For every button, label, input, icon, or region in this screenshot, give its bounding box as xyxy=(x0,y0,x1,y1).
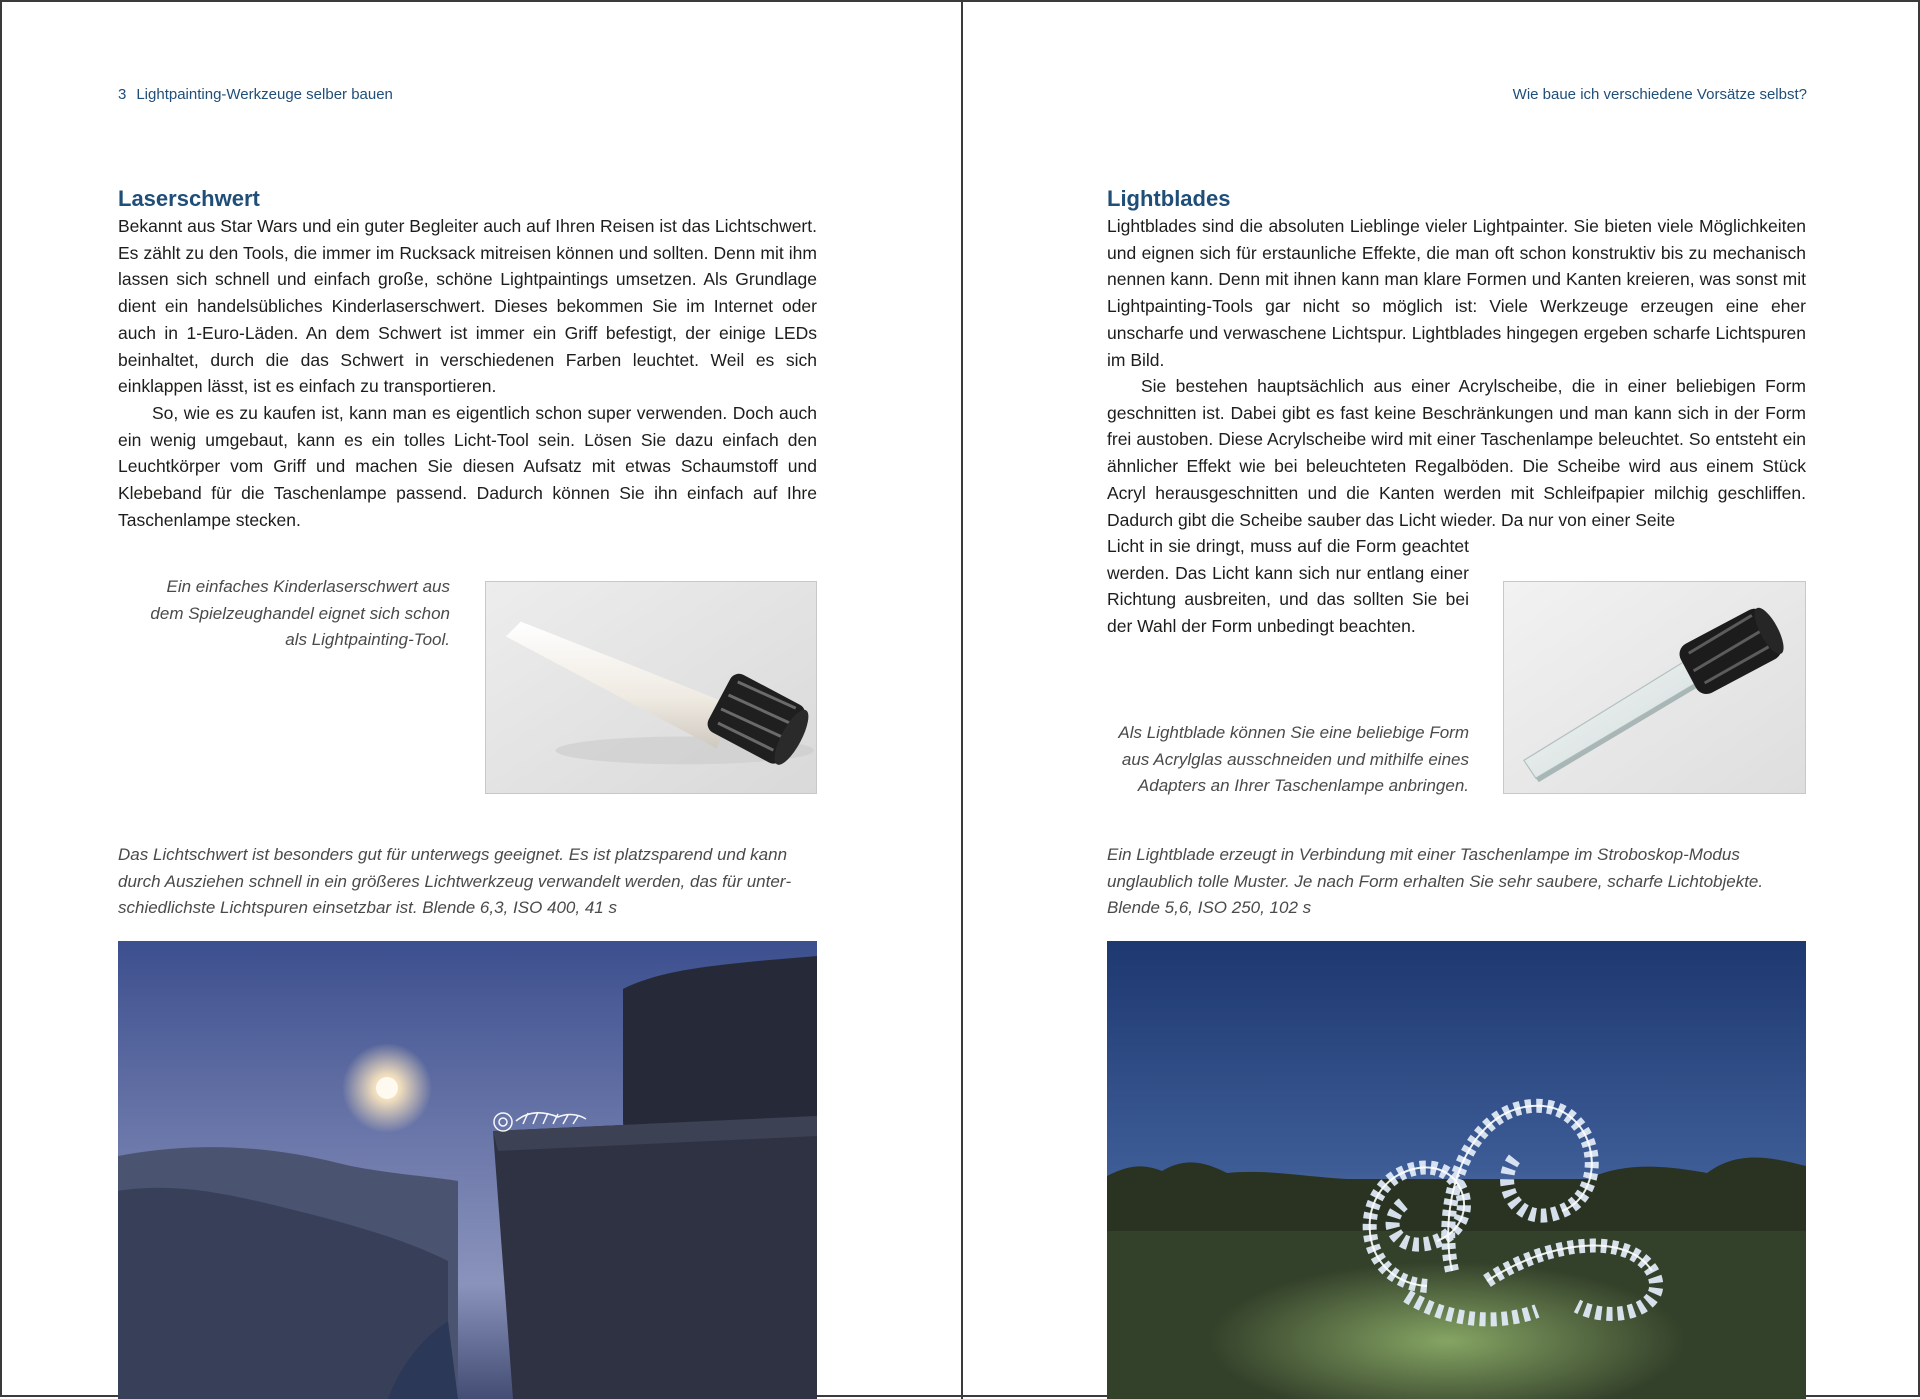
lightblade-loops-illustration xyxy=(1107,941,1806,1399)
cliff-moon-illustration xyxy=(118,941,817,1399)
right-paragraph-2: Sie bestehen hauptsächlich aus einer Acrylscheibe, die in einer beliebigen Form geschnitten ist. Dabei gibt es fast keine Beschränkungen und man kann sich in der Form frei austoben. Diese Acrylscheibe wird mit einer Taschenlampe beleuchtet. So entsteht ein ähnlicher Effekt wie bei beleuchteten Regalböden. Die Scheibe wird aus einem Stück Acryl herausgeschnitten und die Kanten werden mit Schleifpapier milchig geschliffen. Dadurch gibt die Scheibe sauber das Licht wieder. Da nur von einer Seite xyxy=(1107,376,1806,530)
cliff-moon-lightpainting-photo xyxy=(118,941,817,1399)
right-paragraph-2-continued: Licht in sie dringt, muss auf die Form geachtet werden. Das Licht kann sich nur entlang einer Richtung ausbreiten, und das sollten Sie bei der Wahl der Form unbedingt beachten. xyxy=(1107,536,1469,637)
lightblade-acrylic-illustration xyxy=(1504,582,1805,793)
chapter-title: Lightpainting-Werkzeuge selber bauen xyxy=(136,86,393,103)
lightblade-stroboscope-photo xyxy=(1107,941,1806,1399)
lightblade-photo-caption: Als Lightblade können Sie eine beliebige Form aus Acrylglas ausschneiden und mithilfe eines Adapters an Ihrer Taschenlampe anbringen. xyxy=(1118,723,1469,795)
section-title-laserschwert: Laserschwert xyxy=(118,186,260,211)
right-running-head: Wie baue ich verschiedene Vorsätze selbst? xyxy=(1512,86,1807,103)
left-paragraph-1: Bekannt aus Star Wars und ein guter Begleiter auch auf Ihren Reisen ist das Lichtschwert. Es zählt zu den Tools, die immer im Rucksack mitreisen können und sollten. Denn mit ihm lassen sich schnell und einfach große, schöne Lightpaintings umsetzen. Als Grundlage dient ein handelsübliches Kinderlaserschwert. Dieses bekommen Sie im Internet oder auch in 1-Euro-Läden. An dem Schwert ist immer ein Griff befestigt, der einige LEDs beinhaltet, durch die das Schwert in verschiedenen Farben leuchtet. Weil es sich einklappen lässt, ist es einfach zu transportieren. xyxy=(118,216,817,397)
right-big-photo-caption: Ein Lightblade erzeugt in Verbindung mit einer Taschenlampe im Stroboskop-Modus unglaublich tolle Muster. Je nach Form erhalten Sie sehr saubere, scharfe Lichtobjekte. Blende 5,6, ISO 250, 102 s xyxy=(1107,845,1764,917)
right-paragraph-1: Lightblades sind die absoluten Lieblinge vieler Lightpainter. Sie bieten viele Möglichkeiten und eignen sich für erstaunliche Effekte, die man oft schon konstruktiv bis zu mechanisch nennen kann. Denn mit ihnen kann man klare Formen und Kanten kreieren, was sonst mit Lightpainting-Tools gar nicht so möglich ist: Viele Werkzeuge erzeugen eine eher unscharfe und verwaschene Lichtspur. Lightblades hingegen ergeben scharfe Lichtspuren im Bild. xyxy=(1107,216,1806,370)
left-page xyxy=(2,2,961,1399)
left-paragraph-2: So, wie es zu kaufen ist, kann man es eigentlich schon super verwenden. Doch auch ein wenig umgebaut, kann es ein tolles Licht-Tool sein. Lösen Sie dazu einfach den Leuchtkörper vom Griff und machen Sie diesen Aufsatz mit etwas Schaumstoff und Klebeband für die Taschenlampe passend. Dadurch können Sie ihn einfach auf Ihre Taschenlampe stecken. xyxy=(118,403,817,530)
toy-lightsaber-illustration xyxy=(486,582,816,793)
left-running-head xyxy=(118,86,393,103)
chapter-number: 3 xyxy=(118,86,127,103)
lightblade-acrylic-photo xyxy=(1503,581,1806,794)
right-page xyxy=(963,2,1920,1399)
lightsaber-photo-caption: Ein einfaches Kinderlaserschwert aus dem Spielzeughandel eignet sich schon als Lightpainting-Tool. xyxy=(150,577,450,649)
toy-lightsaber-photo xyxy=(485,581,817,794)
section-title-lightblades: Lightblades xyxy=(1107,186,1231,211)
left-big-photo-caption: Das Lichtschwert ist besonders gut für unterwegs geeignet. Es ist platzsparend und kann durch Ausziehen schnell in ein größeres Lichtwerkzeug verwandelt werden, das für unterschiedlichste Lichtspuren einsetzbar ist. Blende 6,3, ISO 400, 41 s xyxy=(118,845,792,917)
